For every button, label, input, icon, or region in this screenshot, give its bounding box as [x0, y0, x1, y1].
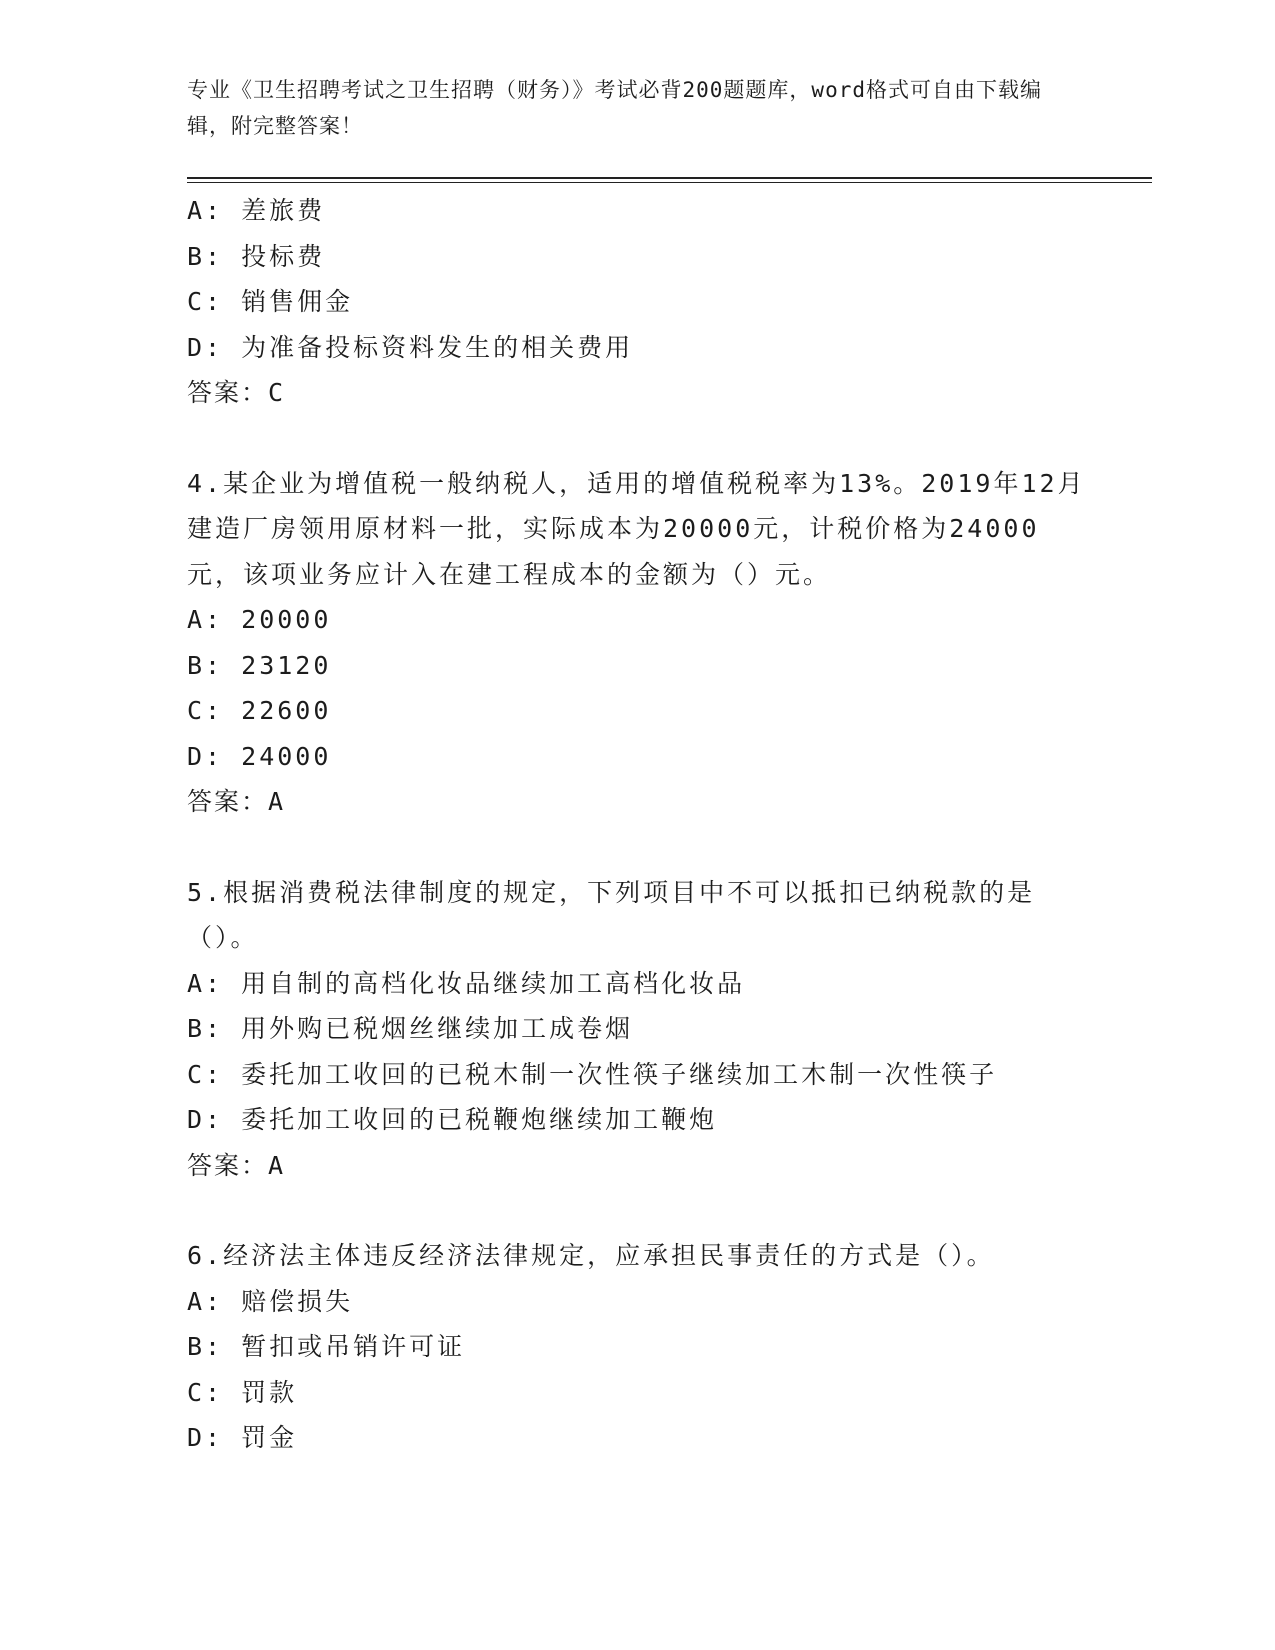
- option-a: A: 用自制的高档化妆品继续加工高档化妆品: [187, 968, 746, 998]
- option-a: A: 差旅费: [187, 196, 326, 225]
- option-b: B: 投标费: [187, 241, 326, 271]
- option-a: A: 20000: [187, 605, 332, 634]
- option-c: C: 委托加工收回的已税木制一次性筷子继续加工木制一次性筷子: [187, 1059, 998, 1089]
- option-d: D: 罚金: [187, 1423, 298, 1452]
- question-5: [187, 870, 1087, 1189]
- question-stem: 6.经济法主体违反经济法律规定，应承担民事责任的方式是（）。: [187, 1241, 995, 1270]
- option-c: C: 销售佣金: [187, 287, 354, 316]
- question-6: [187, 1233, 1087, 1461]
- question-4: [187, 461, 1087, 825]
- question-stem: 5.根据消费税法律制度的规定，下列项目中不可以抵扣已纳税款的是（）。: [187, 877, 1036, 952]
- option-d: D: 为准备投标资料发生的相关费用: [187, 332, 634, 362]
- option-c: C: 罚款: [187, 1377, 298, 1407]
- header-rule-thick: [187, 177, 1152, 179]
- answer-line: 答案：A: [187, 1150, 286, 1180]
- option-d: D: 委托加工收回的已税鞭炮继续加工鞭炮: [187, 1105, 718, 1134]
- option-b: B: 23120: [187, 650, 332, 680]
- document-header: 专业《卫生招聘考试之卫生招聘（财务）》考试必背200题题库，word格式可自由下载编辑，附完整答案！: [187, 78, 1042, 138]
- answer-line: 答案：A: [187, 787, 286, 816]
- question-stem: 4.某企业为增值税一般纳税人，适用的增值税税率为13%。2019年12月建造厂房领用原材料一批，实际成本为20000元，计税价格为24000元，该项业务应计入在建工程成本的金额为（）元。: [187, 468, 1086, 589]
- answer-line: 答案：C: [187, 378, 286, 407]
- option-a: A: 赔偿损失: [187, 1286, 354, 1316]
- option-d: D: 24000: [187, 741, 332, 771]
- document-body: [187, 188, 1087, 1461]
- header-rule-thin: [187, 182, 1152, 183]
- option-b: B: 用外购已税烟丝继续加工成卷烟: [187, 1014, 634, 1043]
- question-3-continuation: [187, 188, 1087, 416]
- option-c: C: 22600: [187, 696, 332, 725]
- option-b: B: 暂扣或吊销许可证: [187, 1332, 466, 1361]
